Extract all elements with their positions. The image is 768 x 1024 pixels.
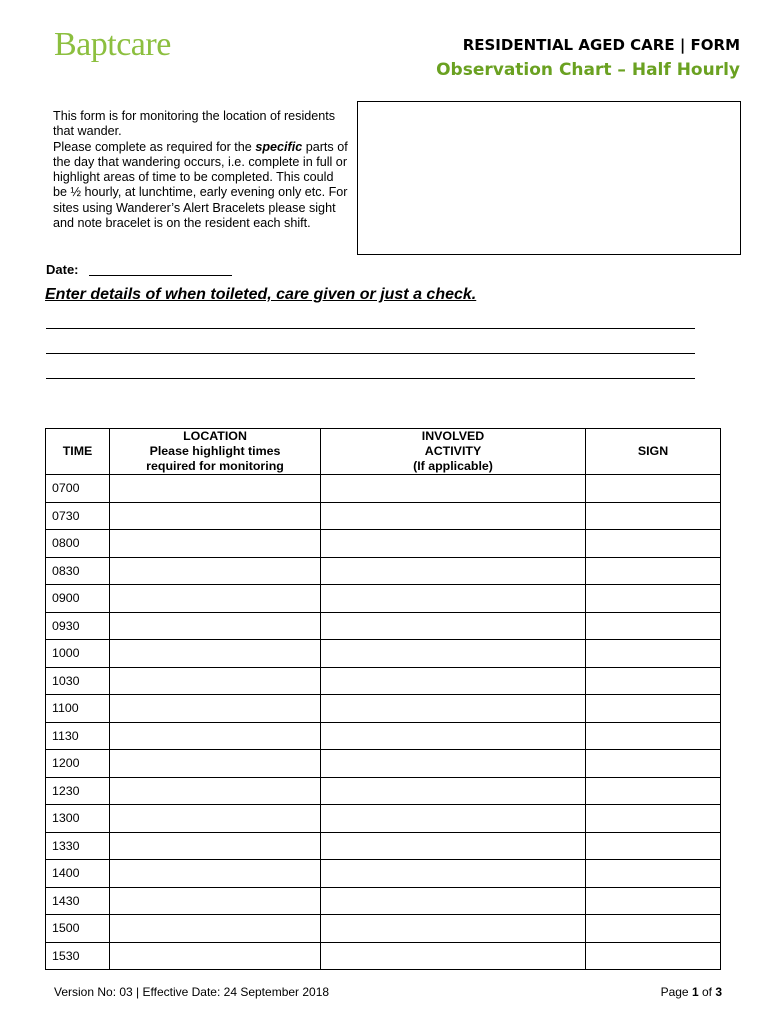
intro-part1: This form is for monitoring the location of residents that wander. — [53, 109, 336, 139]
activity-cell[interactable] — [321, 832, 586, 860]
date-field[interactable] — [89, 263, 232, 276]
activity-cell[interactable] — [321, 695, 586, 723]
location-cell[interactable] — [110, 887, 321, 915]
activity-cell[interactable] — [321, 750, 586, 778]
sign-cell[interactable] — [586, 585, 721, 613]
time-cell: 1230 — [46, 777, 110, 805]
activity-cell[interactable] — [321, 942, 586, 970]
activity-cell[interactable] — [321, 557, 586, 585]
time-cell: 1300 — [46, 805, 110, 833]
table-row — [46, 640, 721, 668]
sign-cell[interactable] — [586, 667, 721, 695]
location-column-header: LOCATION Please highlight times required for monitoring — [110, 429, 321, 475]
intro-part2: Please complete as required for the — [53, 139, 256, 154]
activity-cell[interactable] — [321, 860, 586, 888]
location-cell[interactable] — [110, 915, 321, 943]
observation-table — [45, 428, 721, 970]
activity-cell[interactable] — [321, 502, 586, 530]
sign-cell[interactable] — [586, 805, 721, 833]
intro-emphasis: specific — [255, 139, 303, 154]
table-row — [46, 695, 721, 723]
sign-cell[interactable] — [586, 832, 721, 860]
activity-cell[interactable] — [321, 640, 586, 668]
activity-cell[interactable] — [321, 612, 586, 640]
time-cell: 0900 — [46, 585, 110, 613]
sign-cell[interactable] — [586, 915, 721, 943]
sign-cell[interactable] — [586, 640, 721, 668]
sign-cell[interactable] — [586, 475, 721, 503]
time-column-header: TIME — [46, 429, 110, 475]
details-line-2[interactable] — [46, 353, 695, 354]
table-row — [46, 777, 721, 805]
location-cell[interactable] — [110, 667, 321, 695]
activity-cell[interactable] — [321, 915, 586, 943]
table-row — [46, 887, 721, 915]
location-cell[interactable] — [110, 585, 321, 613]
details-heading: Enter details of when toileted, care given or just a check. — [45, 286, 477, 303]
sign-cell[interactable] — [586, 612, 721, 640]
activity-cell[interactable] — [321, 585, 586, 613]
time-cell: 1000 — [46, 640, 110, 668]
table-row — [46, 832, 721, 860]
sign-cell[interactable] — [586, 860, 721, 888]
time-cell: 0730 — [46, 502, 110, 530]
table-row — [46, 860, 721, 888]
location-cell[interactable] — [110, 805, 321, 833]
activity-cell[interactable] — [321, 667, 586, 695]
time-cell: 0800 — [46, 530, 110, 558]
location-cell[interactable] — [110, 750, 321, 778]
footer-version: Version No: 03 | Effective Date: 24 September 2018 — [54, 985, 330, 999]
table-header-row — [46, 429, 721, 475]
sign-cell[interactable] — [586, 695, 721, 723]
location-cell[interactable] — [110, 860, 321, 888]
table-row — [46, 750, 721, 778]
location-cell[interactable] — [110, 475, 321, 503]
sign-cell[interactable] — [586, 722, 721, 750]
baptcare-logo: Baptcare — [54, 26, 171, 63]
time-cell: 0830 — [46, 557, 110, 585]
sign-cell[interactable] — [586, 887, 721, 915]
intro-text — [53, 109, 348, 231]
time-cell: 1330 — [46, 832, 110, 860]
time-cell: 0700 — [46, 475, 110, 503]
form-title: Observation Chart – Half Hourly — [436, 60, 740, 80]
table-row — [46, 612, 721, 640]
activity-cell[interactable] — [321, 530, 586, 558]
sign-column-header: SIGN — [586, 429, 721, 475]
sign-cell[interactable] — [586, 502, 721, 530]
location-cell[interactable] — [110, 612, 321, 640]
location-cell[interactable] — [110, 530, 321, 558]
table-row — [46, 475, 721, 503]
sign-cell[interactable] — [586, 557, 721, 585]
sign-cell[interactable] — [586, 530, 721, 558]
details-line-1[interactable] — [46, 328, 695, 329]
date-label: Date: — [46, 262, 79, 277]
activity-cell[interactable] — [321, 722, 586, 750]
location-cell[interactable] — [110, 942, 321, 970]
resident-photo-box — [357, 101, 741, 255]
table-row — [46, 585, 721, 613]
location-cell[interactable] — [110, 832, 321, 860]
table-row — [46, 557, 721, 585]
table-row — [46, 667, 721, 695]
intro-part3: parts of the day that wandering occurs, i.e. complete in full or highlight areas of time to be completed. This could be ½ hourly, at lunchtime, early evening only etc. For sites using Wanderer’s Alert Bracelets please sight and note bracelet is on the resident each shift. — [53, 139, 348, 231]
activity-column-header: INVOLVED ACTIVITY (If applicable) — [321, 429, 586, 475]
table-row — [46, 915, 721, 943]
activity-cell[interactable] — [321, 887, 586, 915]
time-cell: 0930 — [46, 612, 110, 640]
sign-cell[interactable] — [586, 750, 721, 778]
table-row — [46, 502, 721, 530]
table-row — [46, 530, 721, 558]
time-cell: 1100 — [46, 695, 110, 723]
location-cell[interactable] — [110, 640, 321, 668]
sign-cell[interactable] — [586, 942, 721, 970]
time-cell: 1500 — [46, 915, 110, 943]
activity-cell[interactable] — [321, 475, 586, 503]
date-row — [46, 262, 232, 277]
form-category: RESIDENTIAL AGED CARE | FORM — [462, 36, 740, 54]
table-row — [46, 942, 721, 970]
table-row — [46, 805, 721, 833]
time-cell: 1030 — [46, 667, 110, 695]
location-cell[interactable] — [110, 557, 321, 585]
location-cell[interactable] — [110, 502, 321, 530]
sign-cell[interactable] — [586, 777, 721, 805]
time-cell: 1430 — [46, 887, 110, 915]
time-cell: 1130 — [46, 722, 110, 750]
location-cell[interactable] — [110, 722, 321, 750]
location-cell[interactable] — [110, 695, 321, 723]
location-cell[interactable] — [110, 777, 321, 805]
activity-cell[interactable] — [321, 777, 586, 805]
activity-cell[interactable] — [321, 805, 586, 833]
time-cell: 1530 — [46, 942, 110, 970]
footer-page-number: Page 1 of 3 — [660, 985, 722, 999]
time-cell: 1200 — [46, 750, 110, 778]
table-row — [46, 722, 721, 750]
time-cell: 1400 — [46, 860, 110, 888]
details-line-3[interactable] — [46, 378, 695, 379]
